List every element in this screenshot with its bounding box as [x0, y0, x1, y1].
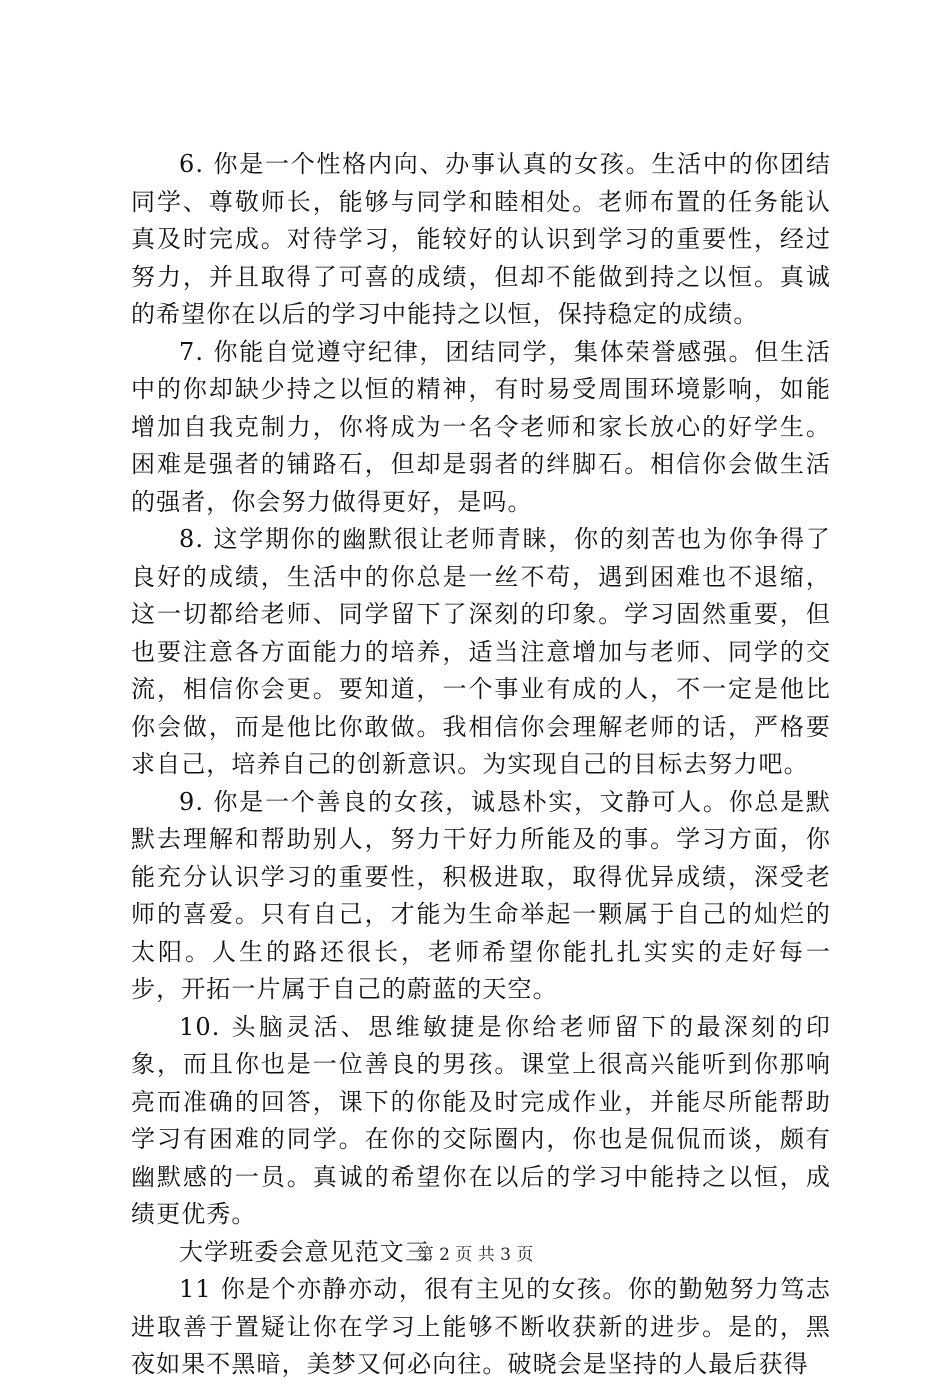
paragraph-7: 7. 你能自觉遵守纪律，团结同学，集体荣誉感强。但生活中的你却缺少持之以恒的精神，有时易受周围环境影响，如能增加自我克制力，你将成为一名令老师和家长放心的好学生。困难是强者的铺路石，但却是弱者的绊脚石。相信你会做生活的强者，你会努力做得更好，是吗。 — [131, 337, 831, 516]
section-heading: 大学班委会意见范文三 — [179, 1237, 430, 1266]
paragraph-6: 6. 你是一个性格内向、办事认真的女孩。生活中的你团结同学、尊敬师长，能够与同学和睦相处。老师布置的任务能认真及时完成。对待学习，能较好的认识到学习的重要性，经过努力，并且取得了可喜的成绩，但却不能做到持之以恒。真诚的希望你在以后的学习中能持之以恒，保持稳定的成绩。 — [131, 150, 831, 328]
document-body — [131, 146, 831, 1384]
paragraph-8: 8. 这学期你的幽默很让老师青睐，你的刻苦也为你争得了良好的成绩，生活中的你总是一丝不苟，遇到困难也不退缩，这一切都给老师、同学留下了深刻的印象。学习固然重要，但也要注意各方面能力的培养，适当注意增加与老师、同学的交流，相信你会更。要知道，一个事业有成的人，不一定是他比你会做，而是他比你敢做。我相信你会理解老师的话，严格要求自己，培养自己的创新意识。为实现自己的目标去努力吧。 — [131, 525, 831, 778]
paragraph-11: 11 你是个亦静亦动，很有主见的女孩。你的勤勉努力笃志进取善于置疑让你在学习上能够不断收获新的进步。是的，黑夜如果不黑暗，美梦又何必向往。破晓会是坚持的人最后获得 — [131, 1275, 831, 1378]
page-footer: 第 2 页 共 3 页 — [416, 1245, 534, 1265]
paragraph-10: 10. 头脑灵活、思维敏捷是你给老师留下的最深刻的印象，而且你也是一位善良的男孩。课堂上很高兴能听到你那响亮而准确的回答，课下的你能及时完成作业，并能尽所能帮助学习有困难的同学。在你的交际圈内，你也是侃侃而谈，颇有幽默感的一员。真诚的希望你在以后的学习中能持之以恒，成绩更优秀。 — [131, 1012, 831, 1228]
paragraph-9: 9. 你是一个善良的女孩，诚恳朴实，文静可人。你总是默默去理解和帮助别人，努力干好力所能及的事。学习方面，你能充分认识学习的重要性，积极进取，取得优异成绩，深受老师的喜爱。只有自己，才能为生命举起一颗属于自己的灿烂的太阳。人生的路还很长，老师希望你能扎扎实实的走好每一步，开拓一片属于自己的蔚蓝的天空。 — [131, 787, 831, 1003]
